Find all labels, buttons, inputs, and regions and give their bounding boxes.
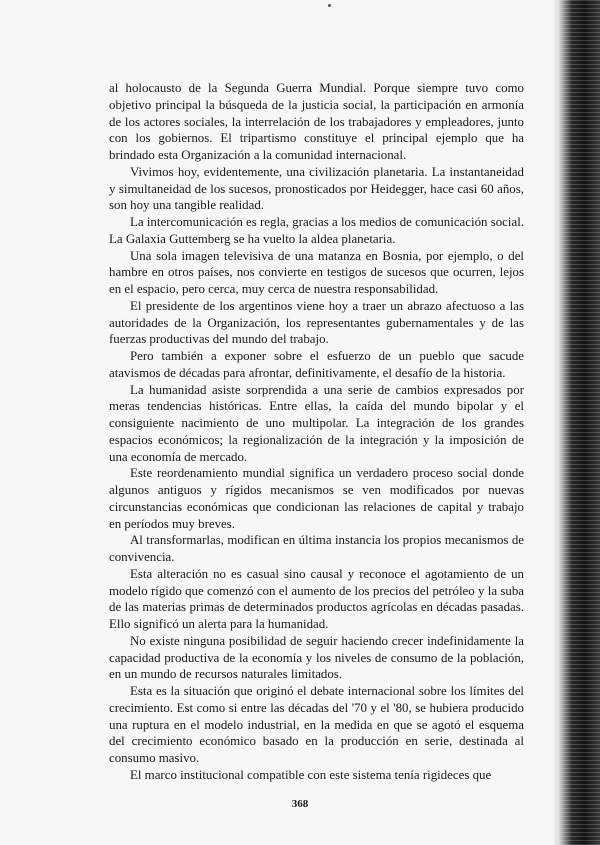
- paragraph: La intercomunicación es regla, gracias a los medios de comunicación social. La Galaxia Guttemberg se ha vuelto la aldea planetaria.: [109, 215, 524, 246]
- paragraph: No existe ninguna posibilidad de seguir haciendo crecer indefinidamente la capacidad productiva de la economía y los niveles de consumo de la población, en un mundo de recursos naturales limitados.: [109, 633, 524, 682]
- paragraph: Al transformarlas, modifican en última instancia los propios mecanismos de convivencia.: [109, 533, 524, 564]
- paragraph: Una sola imagen televisiva de una matanza en Bosnia, por ejemplo, o del hambre en otros países, nos convierte en testigos de sucesos que ocurren, lejos en el espacio, pero cerca, muy cerca de nuestra responsabilidad.: [109, 248, 524, 296]
- paragraph: La humanidad asiste sorprendida a una serie de cambios expresados por meras tendencias históricas. Entre ellas, la caída del mundo bipolar y el consiguiente nacimiento de uno multipolar. La integración de los grandes espacios económicos; la regionalización de la integración y la imposición de una economía de mercado.: [109, 382, 524, 464]
- paragraph: Vivimos hoy, evidentemente, una civilización planetaria. La instantaneidad y simultaneidad de los sucesos, pronosticados por Heidegger, hace casi 60 años, son hoy una tangible realidad.: [109, 164, 524, 213]
- scan-speck: [328, 4, 331, 7]
- book-page-edge: [558, 0, 600, 845]
- paragraph: El marco institucional compatible con este sistema tenía rigideces que: [130, 767, 492, 782]
- paragraph: Pero también a exponer sobre el esfuerzo de un pueblo que sacude atavismos de décadas para afrontar, definitivamente, el desafío de la historia.: [109, 349, 524, 380]
- body-text: [109, 80, 524, 784]
- paragraph: al holocausto de la Segunda Guerra Mundial. Porque siempre tuvo como objetivo principal la búsqueda de la justicia social, la participación en armonía de los actores sociales, la interrelación de los trabajadores y empleadores, junto con los gobiernos. El tripartismo constituye el principal ejemplo que ha brindado esta Organización a la comunidad internacional.: [109, 81, 524, 162]
- paragraph: Esta es la situación que originó el debate internacional sobre los límites del crecimiento. Est como si entre las décadas del '70 y el '80, se hubiera producido una ruptura en el modelo industrial, en la medida en que se agotó el esquema del crecimiento económico basado en la producción en serie, destinada al consumo masivo.: [109, 684, 524, 765]
- paragraph: El presidente de los argentinos viene hoy a traer un abrazo afectuoso a las autoridades de la Organización, los representantes gubernamentales y de las fuerzas productivas del mundo del trabajo.: [109, 298, 524, 347]
- page-number: 368: [291, 798, 309, 810]
- paragraph: Este reordenamiento mundial significa un verdadero proceso social donde algunos antiguos y rígidos mecanismos se ven modificados por nuevas circunstancias económicas que condicionan las relaciones de capital y trabajo en períodos muy breves.: [109, 466, 524, 531]
- paragraph: Esta alteración no es casual sino causal y reconoce el agotamiento de un modelo rígido que comenzó con el aumento de los precios del petróleo y la suba de las materias primas de determinados productos agrícolas en décadas pasadas. Ello significó un alerta para la humanidad.: [109, 566, 524, 631]
